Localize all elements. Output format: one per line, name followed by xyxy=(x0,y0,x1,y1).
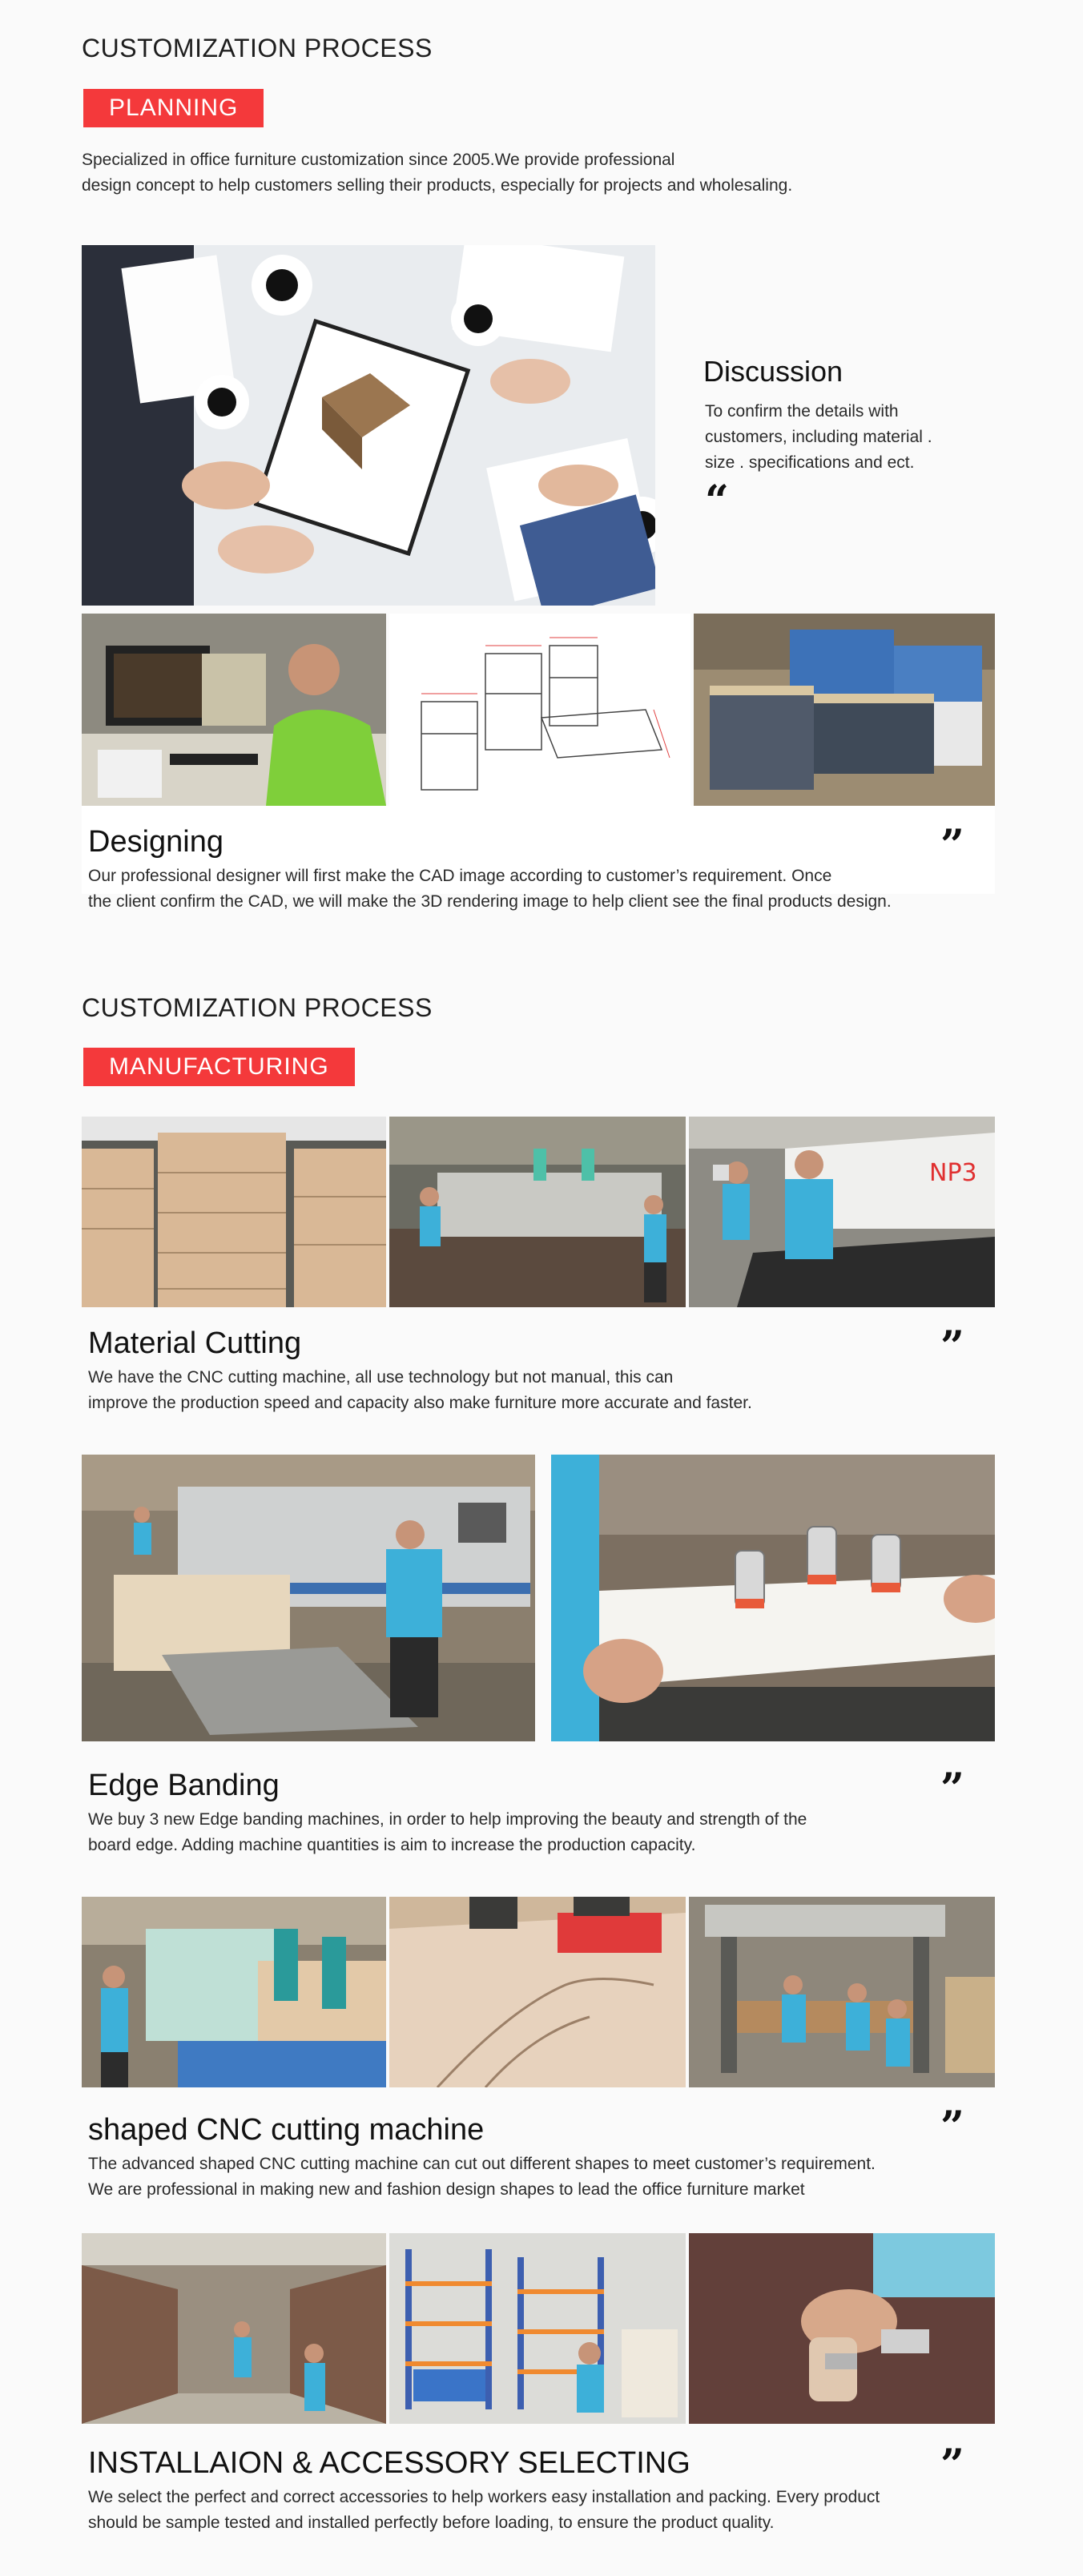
installation-heading: INSTALLAION & ACCESSORY SELECTING xyxy=(88,2446,690,2480)
discussion-quote-mark: “ xyxy=(705,477,729,525)
discussion-line3: size . specifications and ect. xyxy=(705,453,915,472)
designing-quote-mark: ” xyxy=(940,821,964,870)
installation-quote-mark: ” xyxy=(940,2441,964,2489)
material-cutting-line2: improve the production speed and capacity also make furniture more accurate and faster. xyxy=(88,1394,752,1412)
office-workstation-render xyxy=(694,614,995,806)
shaped-cnc-heading: shaped CNC cutting machine xyxy=(88,2113,485,2147)
planning-intro-line2: design concept to help customers selling their products, especially for projects and wholesaling. xyxy=(82,176,793,195)
designer-at-computer-photo xyxy=(82,614,386,806)
installation-line2: should be sample tested and installed perfectly before loading, to ensure the product quality. xyxy=(88,2514,775,2532)
warehouse-aisle-photo xyxy=(82,2233,386,2424)
manufacturing-badge: MANUFACTURING xyxy=(83,1048,355,1086)
cnc-panel-saw-photo xyxy=(689,1117,995,1307)
designing-line1: Our professional designer will first make the CAD image according to customer’s requirement. Once xyxy=(88,867,832,885)
accessory-racks-photo xyxy=(389,2233,686,2424)
shaped-cnc-quote-mark: ” xyxy=(940,2103,964,2151)
cutting-workshop-photo xyxy=(389,1117,686,1307)
section-title-planning: CUSTOMIZATION PROCESS xyxy=(82,34,433,62)
planning-intro-line1: Specialized in office furniture customization since 2005.We provide professional xyxy=(82,151,675,169)
designing-line2: the client confirm the CAD, we will make the 3D rendering image to help client see the final products design. xyxy=(88,892,892,911)
drilling-machine-closeup-photo xyxy=(551,1455,995,1741)
shaped-cnc-line1: The advanced shaped CNC cutting machine can cut out different shapes to meet customer’s requirement. xyxy=(88,2155,876,2173)
designing-heading: Designing xyxy=(88,825,223,859)
edge-banding-line1: We buy 3 new Edge banding machines, in order to help improving the beauty and strength of the xyxy=(88,1810,807,1829)
discussion-meeting-photo xyxy=(82,245,655,606)
hinge-installation-closeup-photo xyxy=(689,2233,995,2424)
cnc-machine-workers-photo xyxy=(689,1897,995,2087)
discussion-line2: customers, including material . xyxy=(705,428,932,446)
discussion-heading: Discussion xyxy=(703,355,843,388)
material-cutting-quote-mark: ” xyxy=(940,1322,964,1371)
section-title-manufacturing: CUSTOMIZATION PROCESS xyxy=(82,993,433,1022)
shaped-cut-board-photo xyxy=(389,1897,686,2087)
edge-banding-quote-mark: ” xyxy=(940,1765,964,1813)
material-cutting-line1: We have the CNC cutting machine, all use technology but not manual, this can xyxy=(88,1368,674,1387)
board-stack-photo xyxy=(82,1117,386,1307)
edge-banding-line2: board edge. Adding machine quantities is aim to increase the production capacity. xyxy=(88,1836,696,1854)
shaped-cnc-line2: We are professional in making new and fashion design shapes to lead the office furniture market xyxy=(88,2180,805,2199)
edge-banding-heading: Edge Banding xyxy=(88,1769,280,1802)
installation-line1: We select the perfect and correct accessories to help workers easy installation and packing. Every product xyxy=(88,2488,880,2506)
edge-banding-line-photo xyxy=(82,1455,535,1741)
svg-text:NP3: NP3 xyxy=(929,1159,977,1187)
shaped-cnc-workshop-photo xyxy=(82,1897,386,2087)
cad-drawing-image xyxy=(389,614,690,806)
planning-badge: PLANNING xyxy=(83,89,264,127)
discussion-line1: To confirm the details with xyxy=(705,402,899,421)
material-cutting-heading: Material Cutting xyxy=(88,1326,302,1360)
